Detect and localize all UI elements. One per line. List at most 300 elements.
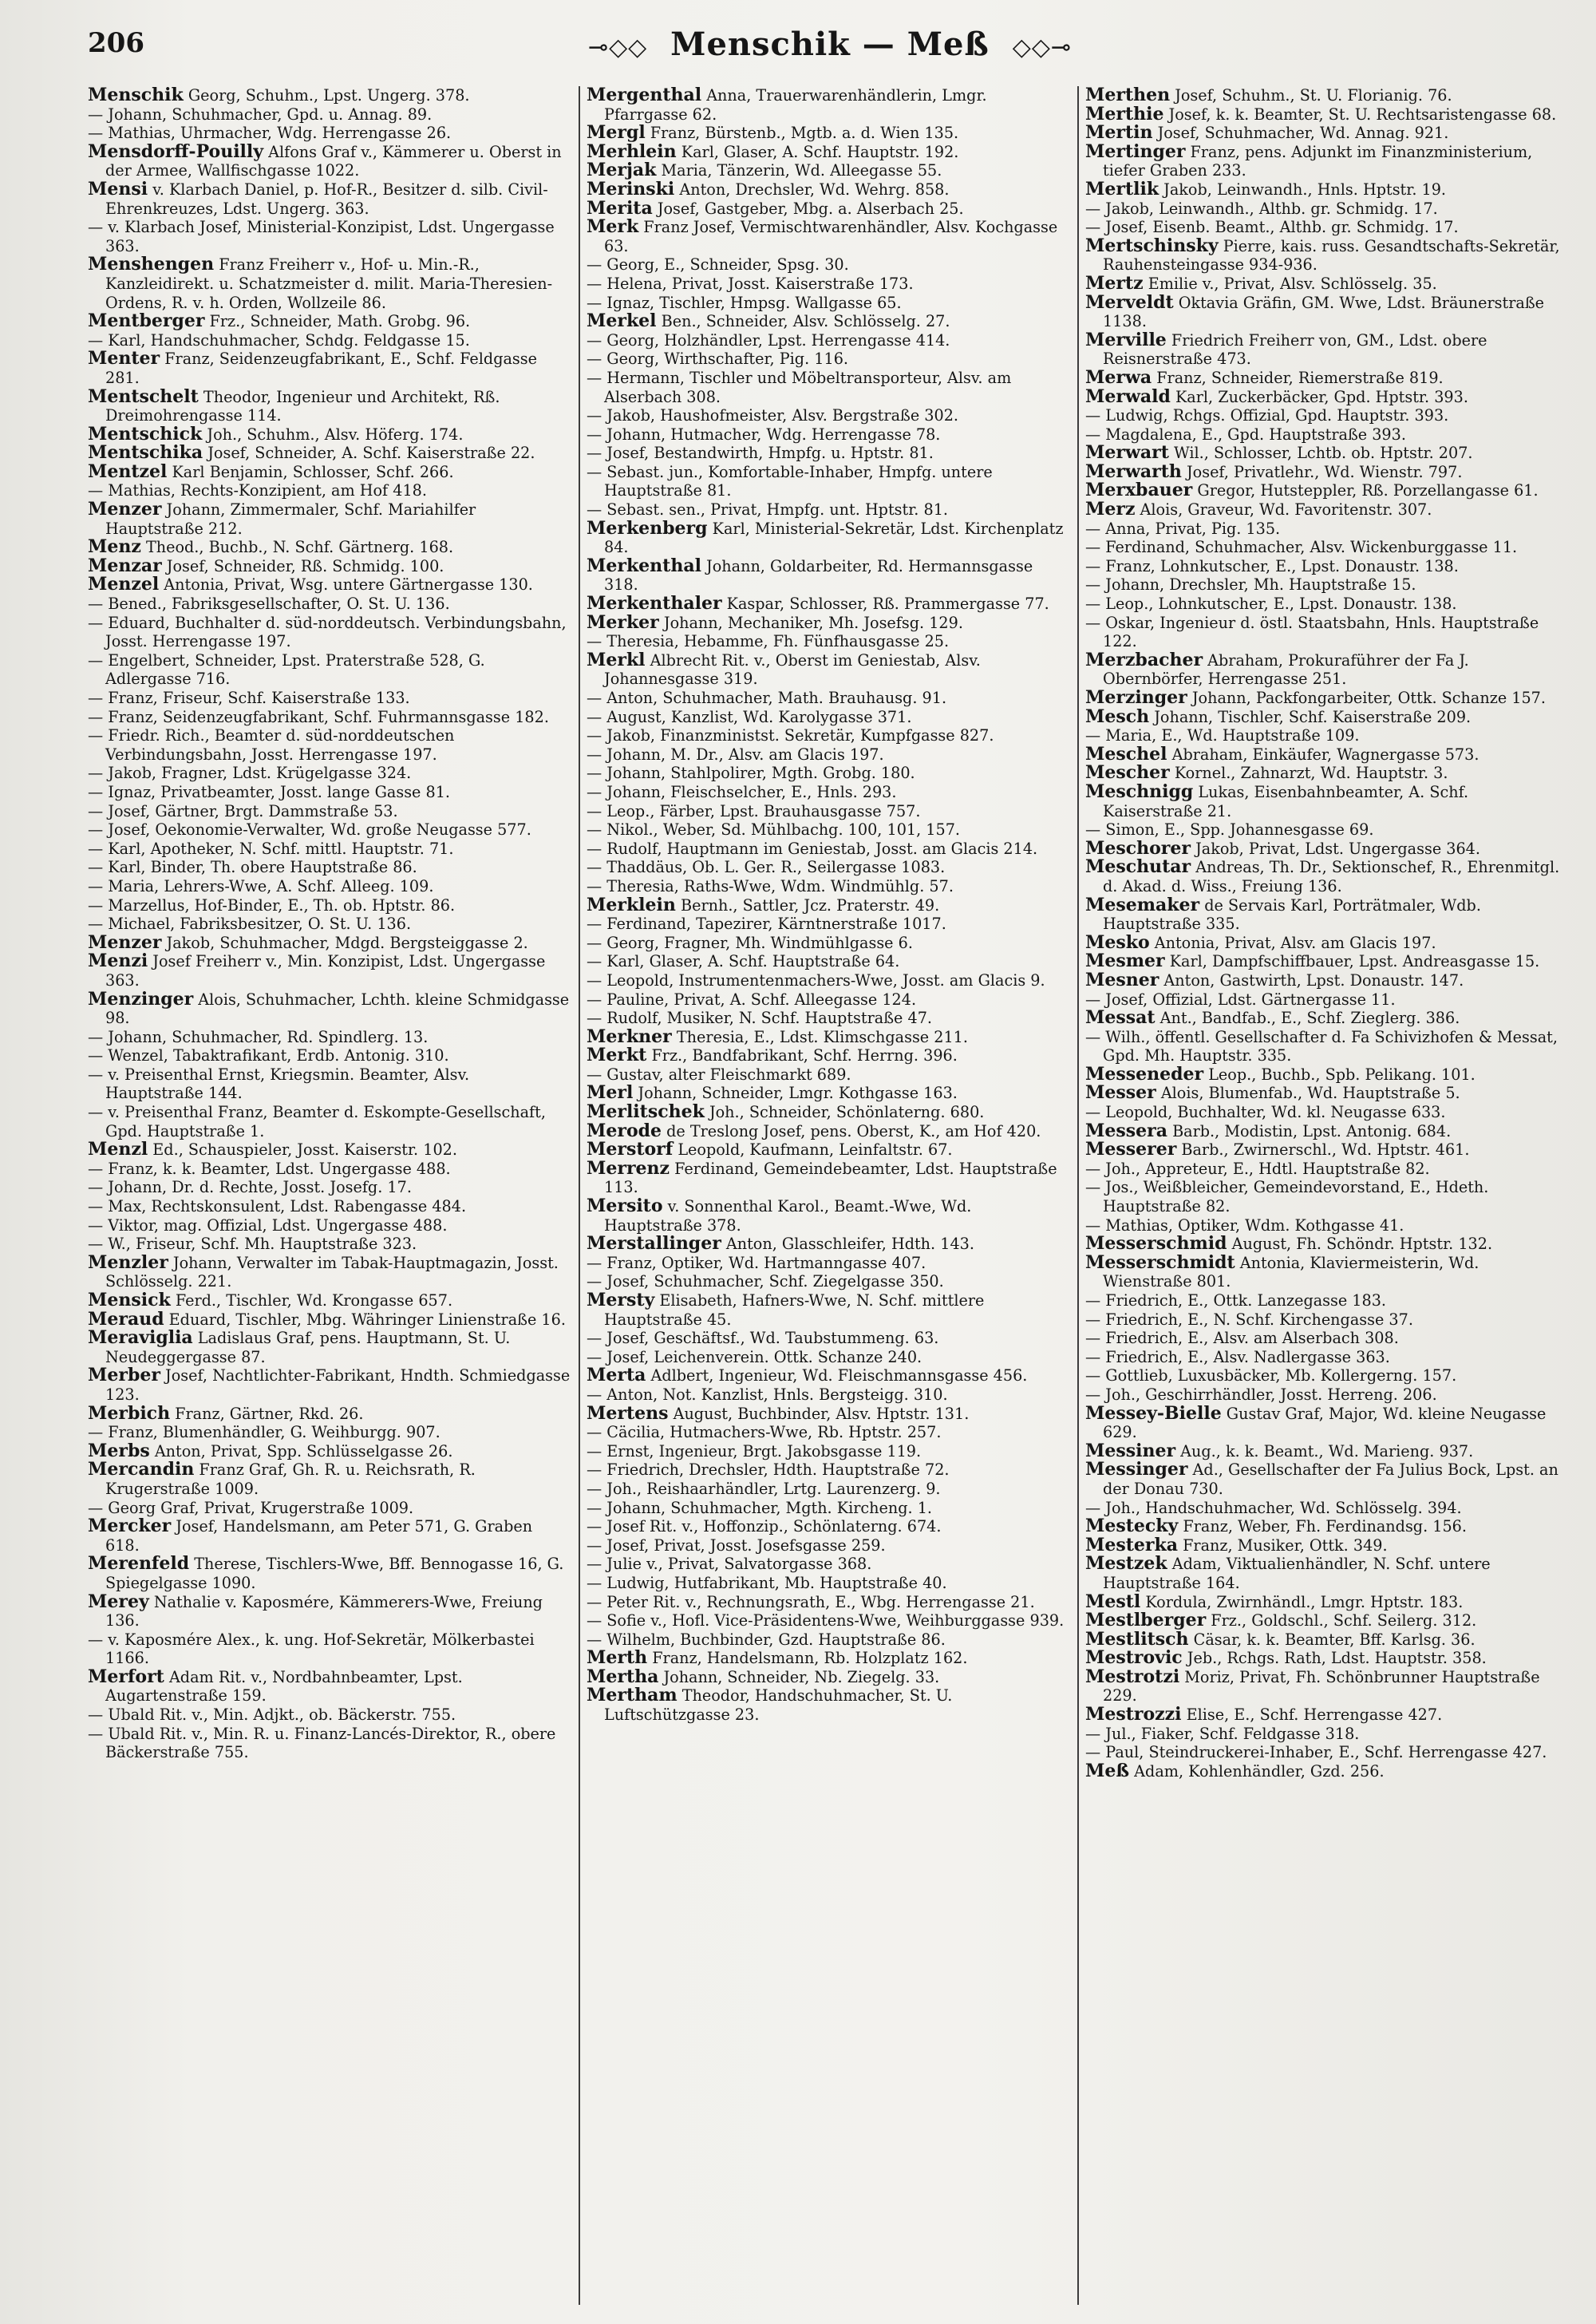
entry-surname: Merkt [587, 1045, 647, 1066]
directory-entry [587, 1611, 1069, 1630]
entry-details: — Sofie v., Hofl. Vice-Präsidentens-Wwe, Weihburggasse 939. [587, 1611, 1065, 1630]
entry-details: Jakob, Leinwandh., Hnls. Hptstr. 19. [1159, 180, 1447, 199]
entry-details: Gustav Graf, Major, Wd. kleine Neugasse 629. [1103, 1404, 1547, 1442]
directory-entry [587, 161, 1069, 180]
entry-details: Abraham, Einkäufer, Wagnergasse 573. [1167, 745, 1479, 764]
directory-entry [1085, 1178, 1568, 1215]
directory-entry [88, 1235, 571, 1254]
entry-surname: Mentberger [88, 310, 205, 332]
directory-entry [1085, 1705, 1568, 1725]
entry-details: Adam, Kohlenhändler, Gzd. 256. [1129, 1761, 1385, 1781]
column-2 [587, 86, 1069, 2305]
directory-entry [587, 1536, 1069, 1555]
page-number: 206 [88, 27, 144, 59]
directory-entry [88, 1103, 571, 1140]
entry-surname: Menzel [88, 574, 160, 595]
entry-details: — Theresia, Hebamme, Fh. Fünfhausgasse 25. [587, 632, 950, 651]
entry-details: Antonia, Privat, Alsv. am Glacis 197. [1149, 933, 1436, 952]
entry-details: — Josef, Bestandwirth, Hmpfg. u. Hptstr. 81. [587, 444, 934, 463]
directory-entry [1085, 1517, 1568, 1536]
entry-surname: Mesch [1085, 706, 1150, 727]
directory-entry [88, 481, 571, 500]
directory-entry [1085, 500, 1568, 520]
directory-entry [88, 1423, 571, 1442]
entry-details: Karl, Ministerial-Sekretär, Ldst. Kirchenplatz 84. [604, 519, 1064, 557]
entry-surname: Merkel [587, 310, 657, 332]
entry-surname: Mergenthal [587, 86, 702, 105]
entry-details: — Mathias, Optiker, Wdm. Kothgasse 41. [1085, 1215, 1404, 1235]
directory-entry [1085, 406, 1568, 425]
entry-surname: Merey [88, 1591, 149, 1612]
directory-entry [88, 350, 571, 387]
column-3 [1085, 86, 1568, 2305]
page-header [88, 22, 1572, 70]
directory-entry [1085, 1216, 1568, 1235]
entry-surname: Merlitschek [587, 1101, 705, 1123]
directory-entry [587, 463, 1069, 500]
entry-details: — Wilh., öffentl. Gesellschafter d. Fa Schivizhofen & Messat, Gpd. Mh. Hauptstr. 335. [1085, 1027, 1558, 1065]
entry-details: Aug., k. k. Beamt., Wd. Marieng. 937. [1175, 1441, 1474, 1460]
entry-details: Johann, Goldarbeiter, Rd. Hermannsgasse 318. [604, 556, 1033, 595]
entry-surname: Mensick [88, 1290, 171, 1310]
directory-entry [88, 1291, 571, 1310]
entry-details: Adam Rit. v., Nordbahnbeamter, Lpst. Augartenstraße 159. [105, 1667, 463, 1705]
entry-surname: Merkenthaler [587, 593, 722, 615]
directory-entry [587, 1103, 1069, 1122]
directory-entry [587, 934, 1069, 953]
entry-details: — v. Preisenthal Ernst, Kriegsmin. Beamter, Alsv. Hauptstraße 144. [88, 1065, 470, 1103]
directory-entry [1085, 180, 1568, 200]
entry-details: — Johann, Dr. d. Rechte, Josst. Josefg. 17. [88, 1178, 412, 1197]
entry-details: — Joh., Geschirrhändler, Josst. Herreng. 206. [1085, 1385, 1437, 1404]
directory-entry [1085, 726, 1568, 745]
entry-surname: Meraud [88, 1308, 164, 1330]
entry-details: Adlbert, Ingenieur, Wd. Fleischmannsgasse 456. [646, 1366, 1028, 1385]
directory-entry [88, 990, 571, 1028]
entry-surname: Mercandin [88, 1459, 195, 1480]
entry-details: Eduard, Tischler, Mbg. Währinger Linienstraße 16. [164, 1310, 566, 1329]
entry-details: — Ubald Rit. v., Min. Adjkt., ob. Bäckerstr. 755. [88, 1705, 456, 1725]
directory-entry [88, 575, 571, 595]
entry-details: — Joh., Handschuhmacher, Wd. Schlösselg. 394. [1085, 1498, 1462, 1517]
entry-details: Josef, Schuhm., St. U. Florianig. 76. [1170, 86, 1452, 105]
entry-details: — Pauline, Privat, A. Schf. Alleegasse 124. [587, 990, 917, 1009]
entry-details: — Michael, Fabriksbesitzer, O. St. U. 136. [88, 915, 412, 934]
entry-details: v. Klarbach Daniel, p. Hof-R., Besitzer d. silb. Civil-Ehrenkreuzes, Ldst. Ungerg. 363. [105, 180, 548, 218]
entry-surname: Menzi [88, 951, 148, 972]
entry-details: Johann, Schneider, Nb. Ziegelg. 33. [658, 1667, 940, 1686]
directory-entry [587, 557, 1069, 595]
entry-surname: Menzer [88, 931, 162, 953]
entry-details: Franz, Bürstenb., Mgtb. a. d. Wien 135. [645, 124, 959, 143]
directory-entry [587, 86, 1069, 124]
entry-details: — Bened., Fabriksgesellschafter, O. St. U. 136. [88, 595, 450, 614]
directory-entry [1085, 952, 1568, 971]
entry-details: — Josef, Leichenverein. Ottk. Schanze 240. [587, 1347, 922, 1366]
directory-entry [1085, 331, 1568, 369]
entry-details: — Cäcilia, Hutmachers-Wwe, Rb. Hptstr. 257. [587, 1423, 942, 1442]
directory-entry [1085, 595, 1568, 614]
entry-details: — Ignaz, Privatbeamter, Josst. lange Gasse 81. [88, 782, 451, 801]
entry-surname: Mestl [1085, 1591, 1141, 1612]
directory-entry [88, 124, 571, 143]
entry-surname: Mensi [88, 178, 148, 200]
directory-entry [1085, 971, 1568, 990]
directory-entry [1085, 1442, 1568, 1461]
entry-details: de Treslong Josef, pens. Oberst, K., am Hof 420. [662, 1121, 1041, 1140]
entry-details: Frz., Goldschl., Schf. Seilerg. 312. [1206, 1611, 1477, 1630]
directory-entry [587, 708, 1069, 727]
entry-details: — Sebast. jun., Komfortable-Inhaber, Hmpfg. untere Hauptstraße 81. [587, 462, 993, 500]
directory-entry [587, 369, 1069, 406]
directory-entry [587, 1686, 1069, 1724]
entry-surname: Merjak [587, 160, 657, 181]
entry-details: — Marzellus, Hof-Binder, E., Th. ob. Hptstr. 86. [88, 895, 456, 915]
entry-details: — Johann, Fleischselcher, E., Hnls. 293. [587, 782, 897, 801]
entry-details: Franz, Gärtner, Rkd. 26. [170, 1404, 364, 1423]
entry-details: Barb., Modistin, Lpst. Antonig. 684. [1167, 1121, 1452, 1140]
entry-details: — Josef, Eisenb. Beamt., Althb. gr. Schmidg. 17. [1085, 218, 1459, 237]
entry-surname: Merkenberg [587, 517, 708, 539]
entry-details: Franz, Weber, Fh. Ferdinandsg. 156. [1178, 1517, 1467, 1536]
entry-surname: Menz [88, 536, 141, 558]
entry-details: — Friedrich, E., Alsv. am Alserbach 308. [1085, 1329, 1399, 1348]
entry-surname: Mestecky [1085, 1516, 1179, 1537]
directory-entry [88, 802, 571, 821]
directory-columns [88, 86, 1572, 2305]
directory-entry [587, 1480, 1069, 1499]
directory-entry [587, 255, 1069, 275]
entry-surname: Merthie [1085, 103, 1164, 125]
directory-entry [1085, 1084, 1568, 1103]
entry-details: — v. Preisenthal Franz, Beamter d. Eskompte-Gesellschaft, Gpd. Hauptstraße 1. [88, 1103, 546, 1140]
entry-surname: Merkenthal [587, 555, 701, 576]
entry-details: — W., Friseur, Schf. Mh. Hauptstraße 323. [88, 1235, 417, 1254]
entry-details: Elisabeth, Hafners-Wwe, N. Schf. mittlere Hauptstraße 45. [604, 1291, 985, 1329]
entry-details: Alfons Graf v., Kämmerer u. Oberst in der Armee, Wallfischgasse 1022. [105, 142, 562, 180]
entry-details: — Franz, Friseur, Schf. Kaiserstraße 133. [88, 689, 410, 707]
entry-surname: Mentzel [88, 460, 168, 482]
directory-entry [1085, 858, 1568, 895]
entry-details: — Theresia, Raths-Wwe, Wdm. Windmühlg. 57. [587, 876, 954, 895]
entry-details: — Georg, Wirthschafter, Pig. 116. [587, 350, 849, 369]
entry-details: Wil., Schlosser, Lchtb. ob. Hptstr. 207. [1168, 444, 1473, 463]
directory-entry [1085, 1499, 1568, 1518]
entry-details: — Franz, Lohnkutscher, E., Lpst. Donaustr. 138. [1085, 556, 1459, 575]
directory-entry [1085, 200, 1568, 219]
entry-details: — Anna, Privat, Pig. 135. [1085, 519, 1281, 538]
entry-surname: Mertha [587, 1666, 659, 1687]
entry-details: Josef, Nachtlichter-Fabrikant, Hndth. Schmiedgasse 123. [105, 1366, 571, 1404]
directory-entry [1085, 1725, 1568, 1744]
entry-surname: Mentschick [88, 423, 203, 445]
directory-entry [1085, 1536, 1568, 1555]
entry-surname: Mersito [587, 1196, 663, 1217]
entry-details: Joh., Schneider, Schönlaterng. 680. [704, 1103, 985, 1122]
entry-details: — Josef, Offizial, Ldst. Gärtnergasse 11. [1085, 990, 1396, 1009]
entry-surname: Merstallinger [587, 1233, 721, 1255]
entry-details: Kaspar, Schlosser, Rß. Prammergasse 77. [721, 595, 1049, 614]
entry-details: Alois, Graveur, Wd. Favoritenstr. 307. [1135, 500, 1432, 520]
directory-entry [587, 745, 1069, 765]
directory-entry [587, 180, 1069, 200]
entry-surname: Mestlberger [1085, 1610, 1207, 1631]
entry-details: Franz Graf, Gh. R. u. Reichsrath, R. Krugerstraße 1009. [105, 1460, 476, 1498]
directory-entry [587, 1291, 1069, 1329]
entry-details: — Mathias, Rechts-Konzipient, am Hof 418. [88, 481, 427, 500]
entry-details: — Jos., Weißbleicher, Gemeindevorstand, E., Hdeth. Hauptstraße 82. [1085, 1178, 1489, 1216]
entry-surname: Messerschmidt [1085, 1251, 1235, 1273]
entry-surname: Messera [1085, 1120, 1167, 1141]
directory-entry [1085, 105, 1568, 125]
entry-details: Pierre, kais. russ. Gesandtschafts-Sekretär, Rauhensteingasse 934-936. [1103, 236, 1560, 275]
entry-details: Ant., Bandfab., E., Schf. Zieglerg. 386. [1155, 1009, 1460, 1028]
entry-surname: Merenfeld [88, 1553, 190, 1575]
entry-details: Josef, Schuhmacher, Wd. Annag. 921. [1152, 124, 1449, 143]
directory-entry [1085, 1329, 1568, 1348]
entry-details: Nathalie v. Kaposmére, Kämmerers-Wwe, Freiung 136. [105, 1592, 543, 1630]
entry-surname: Merbich [88, 1402, 171, 1424]
directory-entry [1085, 614, 1568, 651]
directory-entry [1085, 218, 1568, 237]
directory-entry [1085, 1460, 1568, 1498]
entry-details: — Ludwig, Hutfabrikant, Mb. Hauptstraße 40. [587, 1573, 947, 1592]
entry-details: — Jakob, Leinwandh., Althb. gr. Schmidg. 17. [1085, 199, 1438, 218]
directory-entry [587, 425, 1069, 445]
entry-details: — Karl, Handschuhmacher, Schdg. Feldgasse 15. [88, 330, 470, 350]
directory-entry [88, 385, 571, 425]
entry-details: — Eduard, Buchhalter d. süd-norddeutsch. Verbindungsbahn, Josst. Herrengasse 197. [88, 613, 567, 651]
directory-entry [587, 1157, 1069, 1197]
directory-entry [1085, 444, 1568, 463]
directory-entry [1085, 820, 1568, 840]
entry-details: Ed., Schauspieler, Josst. Kaiserstr. 102. [148, 1140, 457, 1160]
entry-details: Adam, Viktualienhändler, N. Schf. untere Hauptstraße 164. [1103, 1555, 1491, 1592]
entry-surname: Merklein [587, 894, 676, 915]
entry-details: Abraham, Prokuraführer der Fa J. Obernbörfer, Herrengasse 251. [1103, 650, 1469, 689]
entry-surname: Meschorer [1085, 837, 1191, 859]
directory-entry [1085, 1611, 1568, 1630]
entry-surname: Merker [587, 611, 659, 633]
directory-entry [587, 990, 1069, 1010]
entry-details: — Anton, Not. Kanzlist, Hnls. Bergsteigg. 310. [587, 1385, 948, 1404]
entry-details: Albrecht Rit. v., Oberst im Geniestab, Alsv. Johannesgasse 319. [604, 650, 981, 689]
entry-details: Leopold, Kaufmann, Leinfaltstr. 67. [673, 1140, 953, 1160]
entry-details: Ferdinand, Gemeindebeamter, Ldst. Hauptstraße 113. [604, 1159, 1057, 1197]
directory-entry [88, 1366, 571, 1404]
entry-details: — Jakob, Finanzministst. Sekretär, Kumpfgasse 827. [587, 726, 994, 745]
entry-surname: Meß [1085, 1760, 1130, 1781]
entry-details: — Oskar, Ingenieur d. östl. Staatsbahn, Hnls. Hauptstraße 122. [1085, 613, 1539, 651]
directory-entry [88, 1251, 571, 1291]
directory-entry [88, 726, 571, 764]
directory-entry [1085, 291, 1568, 331]
directory-entry [88, 1705, 571, 1725]
directory-entry [587, 611, 1069, 633]
directory-entry [88, 1555, 571, 1592]
directory-entry [587, 632, 1069, 651]
entry-surname: Meschutar [1085, 856, 1191, 878]
entry-details: Antonia, Privat, Wsg. untere Gärtnergasse 130. [159, 575, 533, 595]
directory-entry [1085, 1649, 1568, 1668]
entry-details: — Ernst, Ingenieur, Brgt. Jakobsgasse 119. [587, 1441, 922, 1460]
directory-entry [1085, 460, 1568, 482]
entry-details: — Joh., Appreteur, E., Hdtl. Hauptstraße 82. [1085, 1159, 1430, 1178]
entry-details: Anton, Glasschleifer, Hdth. 143. [721, 1235, 974, 1254]
directory-entry [88, 1046, 571, 1065]
directory-entry [587, 1272, 1069, 1291]
entry-details: — Josef, Gärtner, Brgt. Dammstraße 53. [88, 801, 398, 820]
directory-entry [587, 689, 1069, 708]
directory-entry [587, 197, 1069, 219]
entry-surname: Menzler [88, 1251, 168, 1273]
directory-entry [1085, 1385, 1568, 1405]
entry-details: — Leop., Färber, Lpst. Brauhausgasse 757. [587, 801, 921, 820]
directory-entry [1085, 651, 1568, 689]
entry-details: — Johann, Schuhmacher, Rd. Spindlerg. 13. [88, 1027, 429, 1046]
directory-entry [1085, 1065, 1568, 1085]
entry-details: Jakob, Privat, Ldst. Ungergasse 364. [1190, 839, 1480, 858]
entry-details: — Max, Rechtskonsulent, Ldst. Rabengasse 484. [88, 1197, 467, 1216]
directory-entry [1085, 366, 1568, 388]
directory-entry [587, 783, 1069, 802]
directory-entry [587, 140, 1069, 162]
entry-surname: Mesemaker [1085, 894, 1200, 915]
directory-entry [587, 406, 1069, 425]
entry-surname: Merta [587, 1365, 646, 1386]
entry-details: Franz, Seidenzeugfabrikant, E., Schf. Feldgasse 281. [105, 350, 537, 387]
entry-surname: Mersty [587, 1290, 655, 1310]
entry-surname: Menzinger [88, 988, 194, 1010]
entry-details: — Friedrich, Drechsler, Hdth. Hauptstraße 72. [587, 1460, 950, 1480]
directory-entry [88, 218, 571, 255]
entry-surname: Merzinger [1085, 687, 1187, 708]
entry-details: — Karl, Binder, Th. obere Hauptstraße 86. [88, 858, 417, 877]
directory-entry [88, 952, 571, 990]
entry-details: — Georg, E., Schneider, Spsg. 30. [587, 255, 849, 275]
entry-surname: Merber [88, 1365, 160, 1386]
directory-entry [587, 1460, 1069, 1480]
entry-details: Johann, Schneider, Lmgr. Kothgasse 163. [633, 1084, 958, 1103]
directory-entry [1085, 538, 1568, 557]
entry-details: — Ludwig, Rchgs. Offizial, Gpd. Hauptstr. 393. [1085, 406, 1449, 425]
directory-entry [1085, 1291, 1568, 1310]
directory-entry [88, 331, 571, 350]
directory-entry [1085, 1630, 1568, 1650]
directory-entry [587, 1348, 1069, 1367]
entry-details: — Johann, Drechsler, Mh. Hauptstraße 15. [1085, 575, 1416, 595]
directory-entry [1085, 1103, 1568, 1122]
entry-details: — Leopold, Instrumentenmachers-Wwe, Josst. am Glacis 9. [587, 970, 1045, 990]
entry-details: Anton, Gastwirth, Lpst. Donaustr. 147. [1159, 970, 1464, 990]
directory-entry [88, 764, 571, 783]
entry-details: Joh., Schuhm., Alsv. Höferg. 174. [202, 425, 464, 444]
entry-surname: Merk [587, 216, 639, 238]
entry-details: Anton, Drechsler, Wd. Wehrg. 858. [674, 180, 950, 199]
entry-surname: Mertlik [1085, 178, 1159, 200]
entry-details: — Wenzel, Tabaktrafikant, Erdb. Antonig. 310. [88, 1046, 449, 1065]
directory-entry [88, 858, 571, 877]
directory-entry [1085, 1235, 1568, 1254]
entry-details: Frz., Bandfabrikant, Schf. Herrng. 396. [646, 1046, 958, 1065]
entry-details: Georg, Schuhm., Lpst. Ungerg. 378. [183, 86, 470, 105]
entry-details: — Josef, Privat, Josst. Josefsgasse 259. [587, 1536, 886, 1555]
entry-surname: Mercker [88, 1516, 172, 1537]
directory-entry [1085, 1743, 1568, 1762]
entry-surname: Mestrotzi [1085, 1666, 1180, 1687]
directory-entry [1085, 1251, 1568, 1291]
entry-details: Karl Benjamin, Schlosser, Schf. 266. [167, 462, 454, 481]
directory-entry [587, 1385, 1069, 1405]
directory-entry [88, 931, 571, 953]
directory-entry [587, 1649, 1069, 1668]
directory-entry [88, 840, 571, 859]
directory-entry [88, 820, 571, 840]
directory-entry [587, 1329, 1069, 1348]
entry-details: — Karl, Apotheker, N. Schf. mittl. Hauptstr. 71. [88, 839, 454, 858]
entry-surname: Menshengen [88, 254, 215, 275]
entry-surname: Mertinger [1085, 140, 1186, 162]
ornament-right: ◇◇⊸ [1012, 34, 1073, 61]
directory-entry [88, 896, 571, 915]
entry-surname: Merthen [1085, 86, 1171, 105]
entry-details: — Jakob, Fragner, Ldst. Krügelgasse 324. [88, 764, 412, 783]
entry-surname: Mertin [1085, 122, 1153, 144]
directory-entry [587, 1517, 1069, 1536]
directory-entry [1085, 237, 1568, 275]
directory-entry [88, 538, 571, 557]
entry-surname: Merwa [1085, 366, 1152, 388]
entry-details: Johann, Mechaniker, Mh. Josefsg. 129. [658, 613, 963, 632]
entry-details: Lukas, Eisenbahnbeamter, A. Schf. Kaiserstraße 21. [1103, 782, 1469, 820]
entry-surname: Merkl [587, 649, 646, 670]
directory-entry [88, 460, 571, 482]
entry-details: — Johann, M. Dr., Alsv. am Glacis 197. [587, 745, 884, 764]
entry-surname: Mestrozzi [1085, 1704, 1182, 1725]
entry-details: Johann, Zimmermaler, Schf. Mariahilfer Hauptstraße 212. [105, 500, 476, 538]
directory-entry [88, 312, 571, 331]
directory-entry [88, 105, 571, 125]
directory-entry [1085, 1310, 1568, 1330]
entry-details: Anna, Trauerwarenhändlerin, Lmgr. Pfarrgasse 62. [604, 86, 987, 124]
directory-entry [88, 1160, 571, 1179]
directory-entry [88, 255, 571, 312]
entry-surname: Messerer [1085, 1139, 1177, 1160]
entry-surname: Merstorf [587, 1139, 674, 1160]
entry-surname: Merrenz [587, 1157, 670, 1179]
entry-surname: Merveldt [1085, 291, 1174, 313]
entry-details: Elise, E., Schf. Herrengasse 427. [1181, 1705, 1443, 1725]
entry-details: Leop., Buchb., Spb. Pelikang. 101. [1203, 1065, 1476, 1084]
directory-entry [88, 1668, 571, 1705]
entry-surname: Merxbauer [1085, 480, 1193, 501]
directory-entry [88, 1310, 571, 1330]
directory-entry [587, 1046, 1069, 1065]
directory-entry [1085, 481, 1568, 500]
entry-details: — Franz, k. k. Beamter, Ldst. Ungergasse 488. [88, 1159, 451, 1178]
directory-entry [1085, 931, 1568, 953]
entry-surname: Messerschmid [1085, 1233, 1227, 1255]
entry-surname: Mentschelt [88, 385, 199, 407]
entry-details: Theodor, Handschuhmacher, St. U. Luftschützgasse 23. [604, 1686, 953, 1725]
directory-entry [1085, 1348, 1568, 1367]
entry-details: — Engelbert, Schneider, Lpst. Praterstraße 528, G. Adlergasse 716. [88, 650, 485, 689]
entry-details: Anton, Privat, Spp. Schlüsselgasse 26. [149, 1441, 453, 1460]
directory-entry [587, 500, 1069, 520]
entry-surname: Messinger [1085, 1459, 1188, 1480]
entry-surname: Meschel [1085, 743, 1167, 765]
entry-details: Karl, Zuckerbäcker, Gpd. Hptstr. 393. [1170, 387, 1468, 406]
